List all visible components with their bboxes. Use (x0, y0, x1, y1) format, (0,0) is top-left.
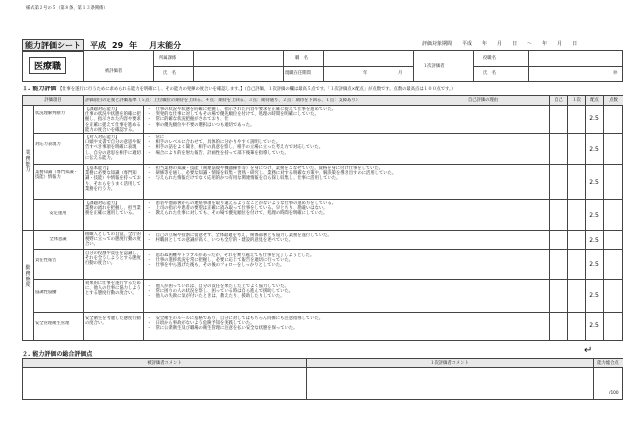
row-3-item: 安定運用 (49, 211, 67, 216)
row-1-definition: 【対人対応能力】 口頭や文書で自分の意思や報告すべき事項を明確に表現し、自分の意思を相手に適切に伝える能力。 (85, 135, 141, 161)
evaluation-period (422, 42, 577, 48)
months-label: 月 (398, 71, 403, 76)
affiliation-label: 所属課係 (159, 56, 177, 61)
period-month: 月 (497, 41, 503, 47)
col-self-reason: 自己評価の理由 (467, 98, 499, 103)
first-evaluator-label: １次評価者 (423, 64, 445, 69)
year-label: 平成 (90, 41, 106, 50)
row-6-weight: 2.5 (589, 292, 599, 299)
year-suffix: 年 (129, 41, 138, 50)
group-label-ability: 業務能力 (25, 150, 31, 174)
row-1-item: 対応力表現力 (35, 142, 61, 147)
row-0-weight: 2.5 (589, 115, 599, 122)
row-7-criteria: ・ 安全衛生のルールに基格であり、自分に対してはもちろん同僚にも注意指導していた。 ・ 日頃から事故がないよう危険予知を実践していた。 ・ 常に公衆衛生及び職場の衛生管理に注意を払い安全な状態を保っていた。 (147, 316, 324, 332)
col-criteria: 評価項目の定義と評価基準（５点：上位職位の期待を上回る、４点：期待を上回る、３点：期待通り、２点：期待を下回る、１点：支障あり） (85, 98, 360, 103)
evaluator-name-label: 氏 名 (483, 71, 496, 76)
row-2-definition: 【基本能力】 業務に必要な知識（専門知識・技能）や情報を持っており、それらをうまく活用して業務を行う力。 (85, 166, 141, 192)
col-eval-item: 評価項目 (44, 98, 62, 103)
evaluatee-comment-box[interactable] (25, 369, 304, 399)
row-2-weight: 2.5 (589, 179, 599, 186)
section2-heading: ２. 能力評価の総合評価点 (22, 351, 93, 358)
row-6-definition: 効果的に仕事を遂行するために、他人の仕事に協力しようとする態度行動の度合い。 (85, 281, 141, 297)
position-label: 職 名 (295, 56, 308, 61)
col-first: １次 (572, 98, 581, 103)
row-4-item: 全体意識 (49, 237, 67, 242)
section1-title: １. 能力評価 (22, 86, 57, 92)
profession-badge: 医療職 (29, 57, 66, 74)
row-5-criteria: ・ 思わぬ困難やトラブルがあったが、それを乗り越えても仕事を完了しようとした。 ・ 仕事の進捗状況を常に把握し、必要に応じて報告を適切に行っていた。 ・ 仕事を中ら逃げた後も、その後のフォローをしっかりとしていた。 (147, 253, 315, 269)
summary-table (22, 358, 623, 400)
period-day-end: 日 (572, 41, 578, 47)
name-label: 氏 名 (163, 71, 176, 76)
period-tilde: ～ (527, 41, 533, 47)
first-evaluator-comment-box[interactable] (308, 369, 591, 399)
return-arrow-icon: ↵ (584, 345, 593, 356)
row-2-item: 業務知識（専門知識・技能）情報力 (35, 170, 78, 181)
row-5-definition: 自分の役割や責任を認識し、それを全うしようとする態度行動の度合い。 (85, 251, 141, 267)
col-weight: 配点 (590, 98, 599, 103)
total-score-max: /100 (609, 391, 619, 396)
row-1-weight: 2.5 (589, 146, 599, 153)
form-number: 様式第２号の５（第８条、第１３条関係） (26, 6, 108, 11)
sheet-title: 能力評価シート (22, 39, 84, 52)
period-year: 年 (482, 41, 488, 47)
period-era: 平成 (462, 41, 473, 47)
period-day: 日 (512, 41, 518, 47)
row-7-weight: 2.5 (589, 322, 599, 329)
row-0-criteria: ・ 仕事の状況や状態を的確に把握し、指示された内容や要求を正確に捉えて仕事を進めていた。 ・ 突発的な仕事に対してもその場で優先順位を付けて、処理の時間を明確にしていた。 ・ 常に的確な状況把握がされており、仕 ・ 事の優先順位や不要の選択はいつも適切であった。 (147, 107, 337, 128)
header-info (22, 50, 623, 82)
row-3-weight: 2.5 (589, 212, 599, 219)
row-2-criteria: ・ 担当業務の知識・技能（関連法規や機器操作等）を身につけ、業務をこなせていた。資格を身に付け仕事をしていた。 ・ 研修等を通し、必要な知識・情報を収集・習熟・研究し、業務に対する明確な方策や、解決策を導き出すのに活用していた。 ・ 与えられた情報だけでなく応用的かつ有用な関連情報を自ら探し収集し、仕事に活用していた。 (147, 166, 397, 182)
row-1-criteria: ・ 常に ・ 相手のレベルに合わせて、具体的に分かりやすく説明していた。 ・ 相手の話をよく聞き、相手の真意を察し、相手の立場に立った考え方で対応していた。 ・ 場合により的を射た報告、計画性を持って部下後輩を指導していた。 (147, 135, 323, 156)
row-6-criteria: ・ 他人が困っていれば、自分の責任を果たした上でよく協力していた。 ・ 常に困りの人の状況を察し、困っている時は自ら進んで援助していた。 ・ 他人の失敗に気が付いたときは、教えたり、援助したりしていた。 (147, 284, 294, 300)
row-4-weight: 2.5 (589, 237, 599, 244)
total-score-label: 能力総合点 (597, 361, 619, 366)
row-4-criteria: ・ 自己の立場や役割に留意せず、全体最適を考え、関係部署とも協力し業務を遂行していた。 ・ 村職員としての意識が高く、いつも全庁的・建設的意見を述べていた。 (147, 233, 332, 244)
row-6-item: 協調性協働 (35, 290, 57, 295)
seal-mark: ㊞ (613, 71, 618, 76)
period-caption: 評価対象期間 (422, 41, 453, 47)
row-5-item: 責任性報告 (35, 258, 57, 263)
section1-description: 【仕事を遂行に行うために求められる能力を明確にし、その能力の発揮の度合いを確認します。】（自己評価、１次評価の欄は最高５点です。「１次評価点×配点」が点数です。点数の最高点は１００点です。） (57, 87, 456, 92)
position-period-label: 現職在任期間 (285, 71, 311, 76)
year-value: 29 (112, 41, 124, 50)
period-month-end: 月 (557, 41, 563, 47)
evaluatee-label: 被評価者 (105, 69, 123, 74)
group-label-attitude: 勤務態度 (25, 265, 31, 289)
period-label: 月末能分 (149, 41, 182, 50)
row-3-definition: 【課題対応能力】 業務の流れを把握し、担当業務を正確に運用している。 (85, 201, 141, 217)
years-label: 年 (363, 71, 368, 76)
row-7-definition: 安全衛生を考慮した態度行動の度合い。 (85, 316, 141, 327)
row-0-definition: 【課題対応能力】 仕事の状況や状態を的確に把握し、指示された内容や要求を正確に捉えて仕事を進める能力の度合いを確認する。 (85, 107, 141, 133)
row-4-definition: 組織人としての自覚、全庁的視野に立っての態度行動の度合い。 (85, 232, 141, 248)
section1-heading (22, 86, 623, 93)
row-5-weight: 2.5 (589, 261, 599, 268)
row-3-criteria: ・ 患者や他部署からの連絡事項を取り違えるようなことがないような仕事の進め方をしている。 ・ 上司の指示や患者の要望は正確に読み取って仕事をしている。早とちり、勘違いはない。 ・ 教えられた仕事に対しても、その場で優先順位を付けて、処理の時間を明確にしていた。 (147, 201, 337, 217)
post-label: 役職名 (483, 56, 496, 61)
evaluation-table (22, 95, 623, 341)
evaluatee-comment-label: 被評価者コメント (147, 361, 182, 366)
col-points: 点数 (609, 98, 618, 103)
col-self: 自己 (554, 98, 563, 103)
row-0-item: 状況理解判断力 (35, 111, 66, 116)
period-year-end: 年 (542, 41, 548, 47)
first-evaluator-comment-label: １次評価者コメント (430, 361, 469, 366)
row-7-item: 安全管理衛生管理 (35, 321, 70, 326)
